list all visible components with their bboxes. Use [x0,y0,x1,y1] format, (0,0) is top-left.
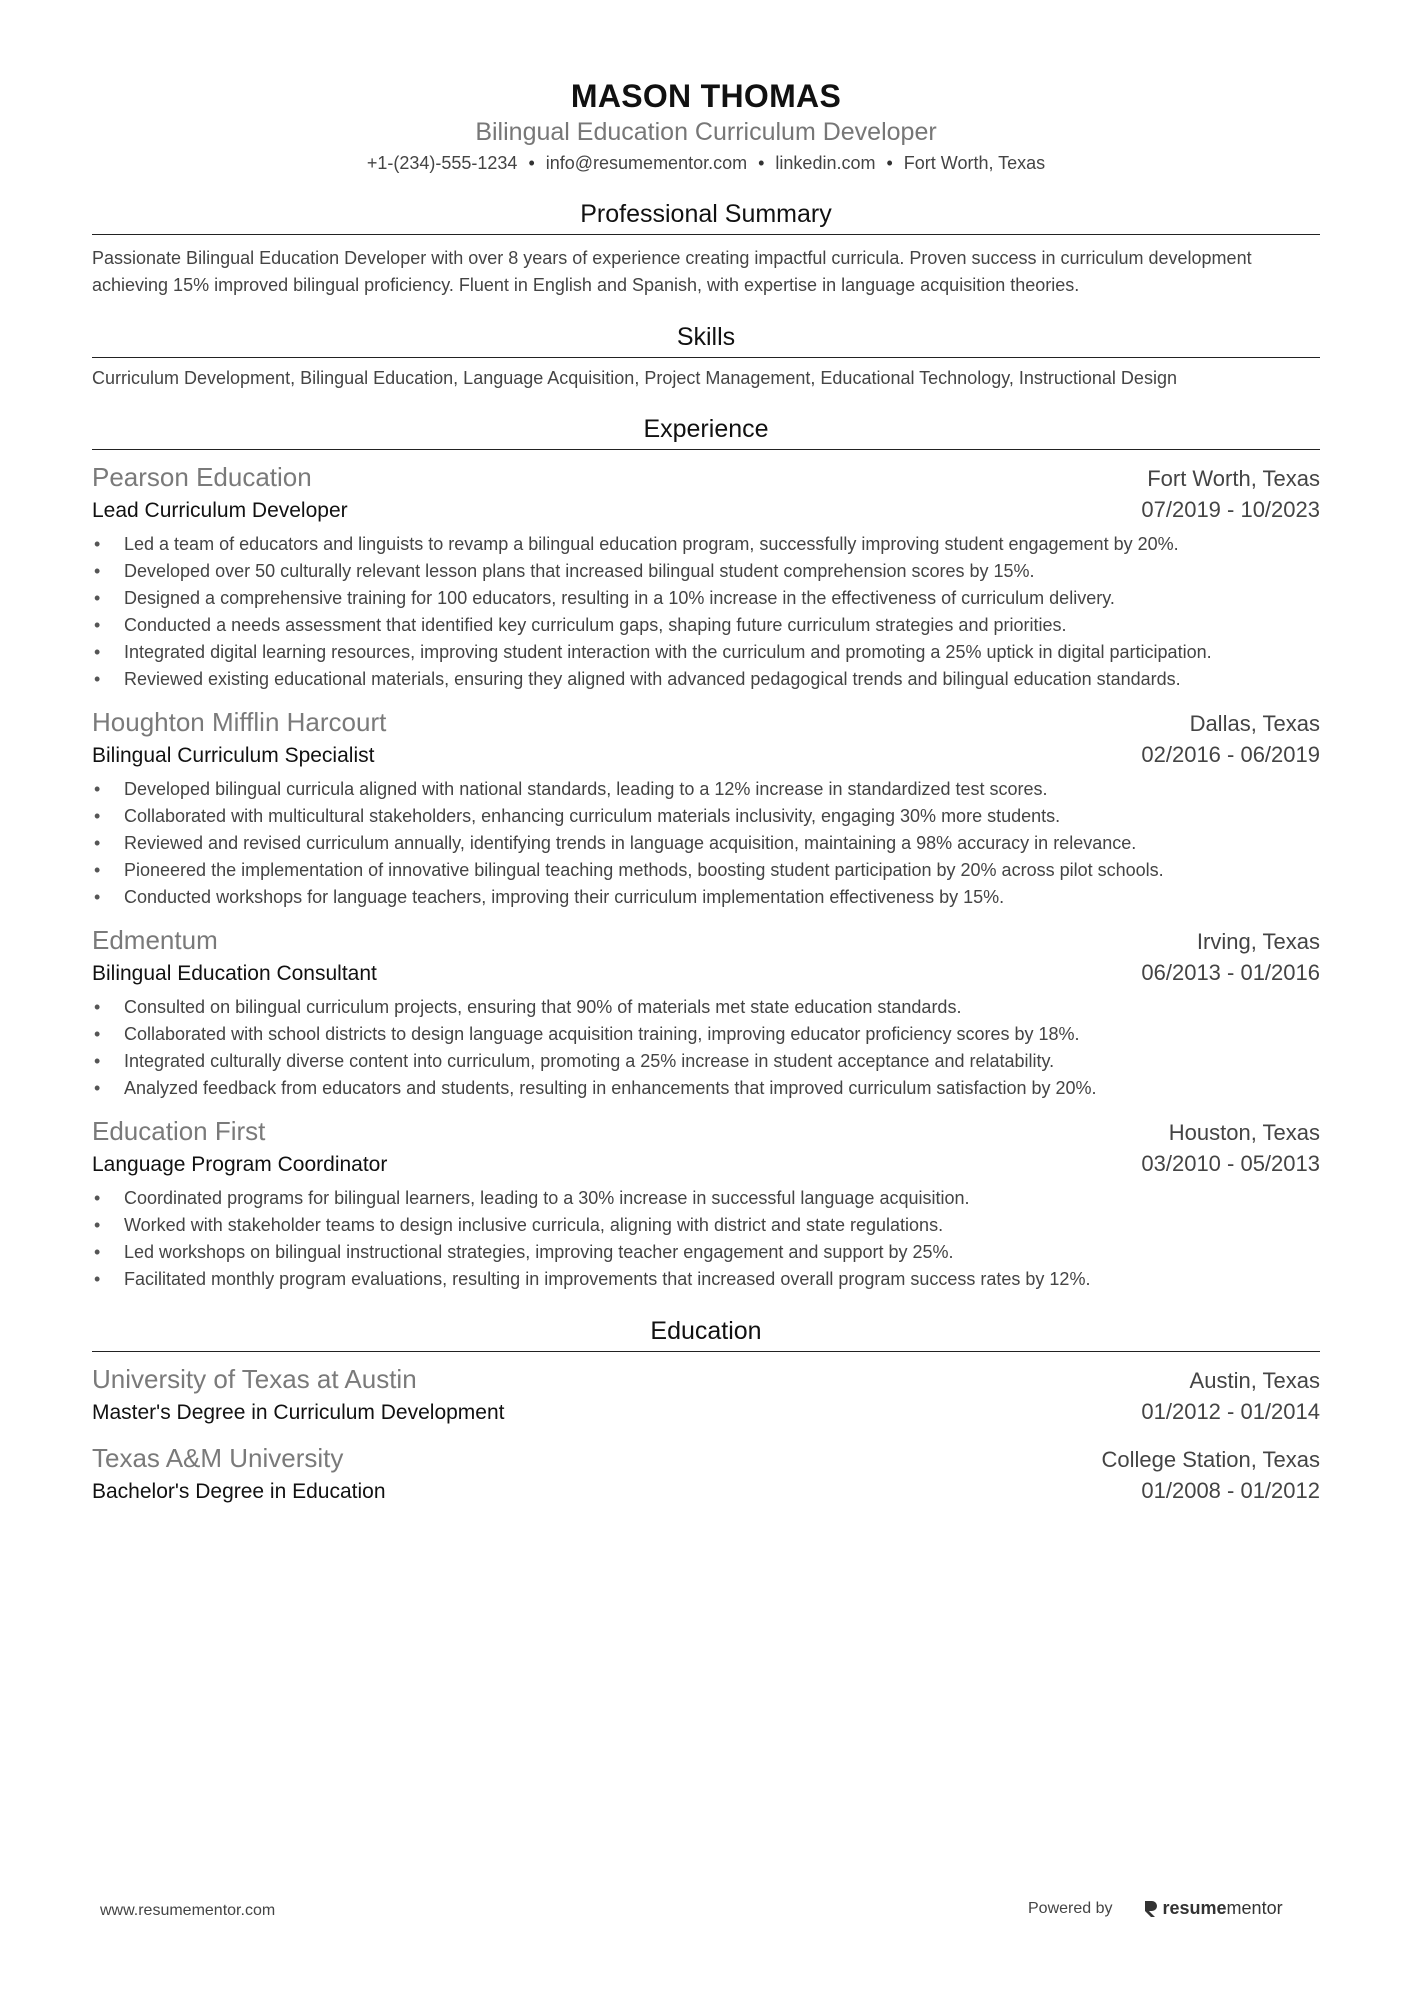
bullet-item: • Analyzed feedback from educators and students, resulting in enhancements that improved curriculum satisfaction by 20%. [124,1075,1320,1102]
job-role: Language Program Coordinator [92,1153,388,1176]
bullet-item: • Developed over 50 culturally relevant lesson plans that increased bilingual student comprehension scores by 15%. [124,558,1320,585]
resumementor-logo-icon [1143,1899,1159,1919]
bullet-item: • Reviewed and revised curriculum annually, identifying trends in language acquisition, maintaining a 98% accuracy in relevance. [124,830,1320,857]
experience-entry [92,705,1320,911]
school-location: College Station, Texas [1101,1447,1320,1472]
brand-logo[interactable] [1143,1898,1283,1919]
job-location: Irving, Texas [1196,929,1320,954]
company-name: Houghton Mifflin Harcourt [92,707,387,737]
powered-by-label: Powered by [1028,1899,1113,1917]
company-name: Education First [92,1116,266,1146]
resume-page [92,76,1320,1508]
degree: Master's Degree in Curriculum Development [92,1401,505,1424]
bullet-item: • Integrated culturally diverse content into curriculum, promoting a 25% increase in student acceptance and relatability. [124,1048,1320,1075]
bullet-item: • Designed a comprehensive training for 100 educators, resulting in a 10% increase in the effectiveness of curriculum delivery. [124,585,1320,612]
job-location: Fort Worth, Texas [1147,466,1320,491]
brand-name-bold: resume [1162,1898,1227,1918]
bullet-item: • Developed bilingual curricula aligned with national standards, leading to a 12% increase in standardized test scores. [124,776,1320,803]
bullet-item: • Collaborated with multicultural stakeholders, enhancing curriculum materials inclusivity, engaging 30% more students. [124,803,1320,830]
education-heading: Education [92,1315,1320,1352]
job-role: Lead Curriculum Developer [92,499,348,522]
job-bullets [92,531,1320,693]
contact-separator: • [758,153,765,173]
contact-location: Fort Worth, Texas [903,153,1046,173]
job-role: Bilingual Education Consultant [92,962,377,985]
candidate-name: MASON THOMAS [570,78,842,114]
school-location: Austin, Texas [1189,1368,1320,1393]
education-entry [92,1362,1320,1429]
contact-line [92,150,1320,176]
degree: Bachelor's Degree in Education [92,1480,386,1503]
bullet-item: • Facilitated monthly program evaluations, resulting in improvements that increased overall program success rates by 12%. [124,1266,1320,1293]
job-bullets [92,776,1320,911]
footer-website-link[interactable]: www.resumementor.com [100,1902,276,1919]
contact-separator: • [528,153,535,173]
summary-text: Passionate Bilingual Education Developer with over 8 years of experience creating impactful curricula. Proven success in curriculum development achieving 15% improved bilingual proficiency. Fluent in English and Spanish, with expertise in language acquisition theories. [92,248,1252,295]
education-dates: 01/2008 - 01/2012 [1141,1478,1320,1503]
bullet-item: • Consulted on bilingual curriculum projects, ensuring that 90% of materials met state education standards. [124,994,1320,1021]
school-name: Texas A&M University [92,1443,344,1473]
contact-separator: • [886,153,893,173]
company-name: Pearson Education [92,462,312,492]
bullet-item: • Conducted a needs assessment that identified key curriculum gaps, shaping future curriculum strategies and priorities. [124,612,1320,639]
job-dates: 06/2013 - 01/2016 [1141,960,1320,985]
bullet-item: • Integrated digital learning resources, improving student interaction with the curriculum and promoting a 25% uptick in digital participation. [124,639,1320,666]
job-dates: 03/2010 - 05/2013 [1141,1151,1320,1176]
bullet-item: • Conducted workshops for language teachers, improving their curriculum implementation effectiveness by 15%. [124,884,1320,911]
experience-entry [92,923,1320,1102]
contact-phone: +1-(234)-555-1234 [366,153,518,173]
school-name: University of Texas at Austin [92,1364,417,1394]
experience-entry [92,460,1320,693]
job-role: Bilingual Curriculum Specialist [92,744,375,767]
education-dates: 01/2012 - 01/2014 [1141,1399,1320,1424]
bullet-item: • Led a team of educators and linguists to revamp a bilingual education program, successfully improving student engagement by 20%. [124,531,1320,558]
contact-email: info@resumementor.com [545,153,748,173]
skills-heading: Skills [92,321,1320,358]
bullet-item: • Reviewed existing educational materials, ensuring they aligned with advanced pedagogical trends and bilingual education standards. [124,666,1320,693]
job-dates: 07/2019 - 10/2023 [1141,497,1320,522]
education-entry [92,1441,1320,1508]
bullet-item: • Collaborated with school districts to design language acquisition training, improving educator proficiency scores by 18%. [124,1021,1320,1048]
brand-name-light: mentor [1226,1898,1283,1918]
bullet-item: • Pioneered the implementation of innovative bilingual teaching methods, boosting student participation by 20% across pilot schools. [124,857,1320,884]
bullet-item: • Led workshops on bilingual instructional strategies, improving teacher engagement and support by 25%. [124,1239,1320,1266]
job-location: Houston, Texas [1168,1120,1320,1145]
footer-powered-by [1028,1898,1283,1919]
bullet-item: • Worked with stakeholder teams to design inclusive curricula, aligning with district and state regulations. [124,1212,1320,1239]
job-dates: 02/2016 - 06/2019 [1141,742,1320,767]
experience-entry [92,1114,1320,1293]
candidate-title: Bilingual Education Curriculum Developer [475,118,937,146]
skills-text: Curriculum Development, Bilingual Education, Language Acquisition, Project Management, Educational Technology, Instructional Design [92,368,1177,388]
summary-heading: Professional Summary [92,198,1320,235]
job-location: Dallas, Texas [1189,711,1320,736]
job-bullets [92,1185,1320,1293]
contact-linkedin: linkedin.com [775,153,876,173]
experience-heading: Experience [92,413,1320,450]
company-name: Edmentum [92,925,218,955]
bullet-item: • Coordinated programs for bilingual learners, leading to a 30% increase in successful language acquisition. [124,1185,1320,1212]
job-bullets [92,994,1320,1102]
